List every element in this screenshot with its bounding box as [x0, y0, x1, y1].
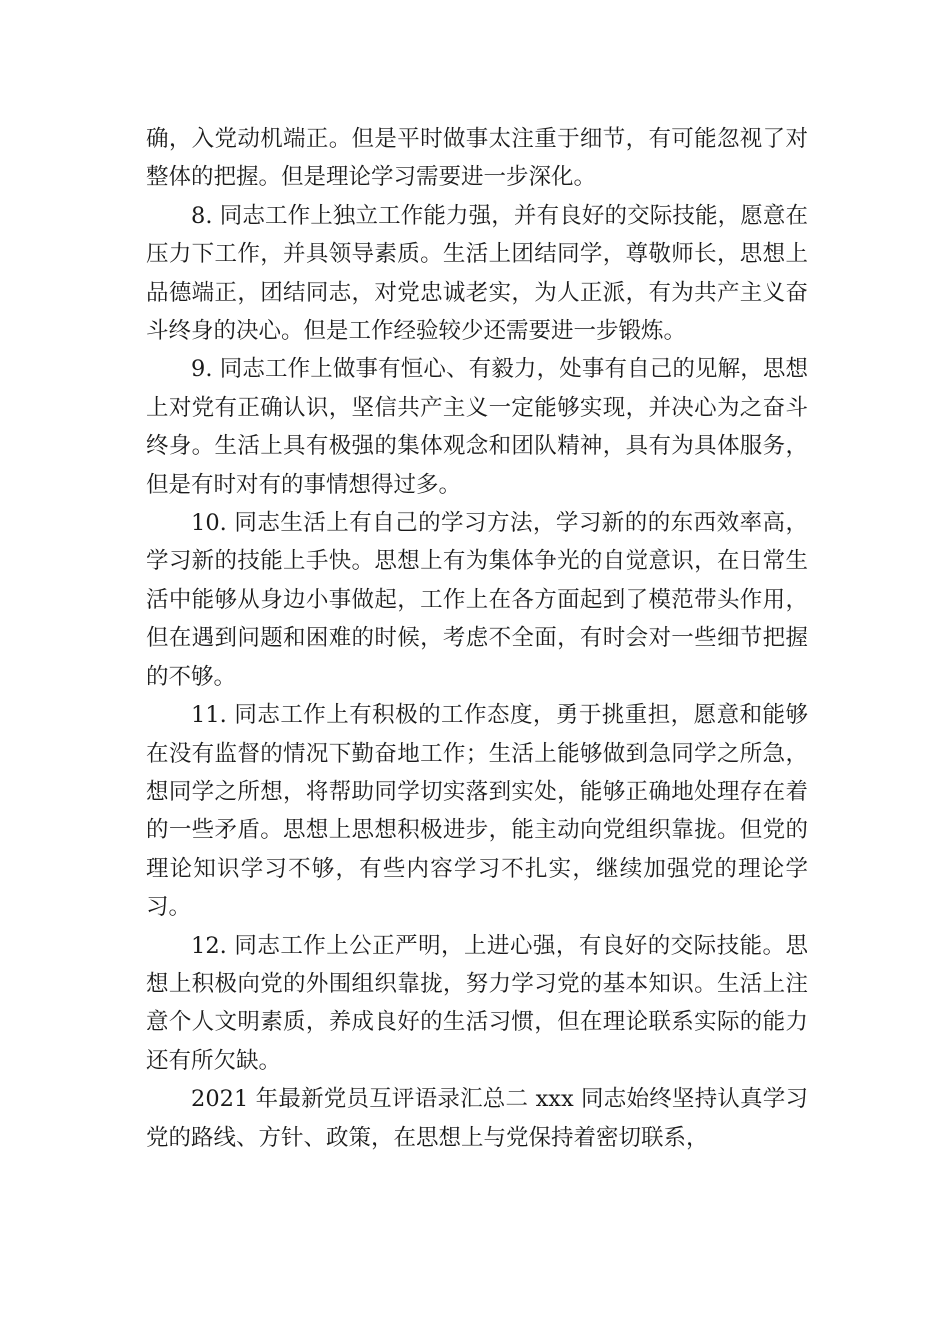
paragraph-continuation: 确，入党动机端正。但是平时做事太注重于细节，有可能忽视了对整体的把握。但是理论学习需要进一步深化。	[146, 126, 808, 191]
paragraph-evaluation-12: 12. 同志工作上公正严明，上进心强，有良好的交际技能。思想上积极向党的外围组织靠拢，努力学习党的基本知识。生活上注意个人文明素质，养成良好的生活习惯，但在理论联系实际的能力还有所欠缺。	[146, 932, 808, 1074]
paragraph-evaluation-9: 9. 同志工作上做事有恒心、有毅力，处事有自己的见解，思想上对党有正确认识，坚信共产主义一定能够实现，并决心为之奋斗终身。生活上具有极强的集体观念和团队精神，具有为具体服务，但是有时对有的事情想得过多。	[146, 356, 808, 498]
paragraph-evaluation-11: 11. 同志工作上有积极的工作态度，勇于挑重担，愿意和能够在没有监督的情况下勤奋地工作；生活上能够做到急同学之所急，想同学之所想，将帮助同学切实落到实处，能够正确地处理存在着的一些矛盾。思想上思想积极进步，能主动向党组织靠拢。但党的理论知识学习不够，有些内容学习不扎实，继续加强党的理论学习。	[146, 702, 808, 921]
document-page	[146, 120, 808, 1157]
paragraph-evaluation-8: 8. 同志工作上独立工作能力强，并有良好的交际技能，愿意在压力下工作，并具领导素质。生活上团结同学，尊敬师长，思想上品德端正，团结同志，对党忠诚老实，为人正派，有为共产主义奋斗终身的决心。但是工作经验较少还需要进一步锻炼。	[146, 202, 808, 345]
paragraph-summary-two: 2021 年最新党员互评语录汇总二 xxx 同志始终坚持认真学习党的路线、方针、政策，在思想上与党保持着密切联系，	[146, 1086, 808, 1151]
paragraph-evaluation-10: 10. 同志生活上有自己的学习方法，学习新的的东西效率高，学习新的技能上手快。思想上有为集体争光的自觉意识，在日常生活中能够从身边小事做起，工作上在各方面起到了模范带头作用，但在遇到问题和困难的时候，考虑不全面，有时会对一些细节把握的不够。	[146, 510, 808, 690]
